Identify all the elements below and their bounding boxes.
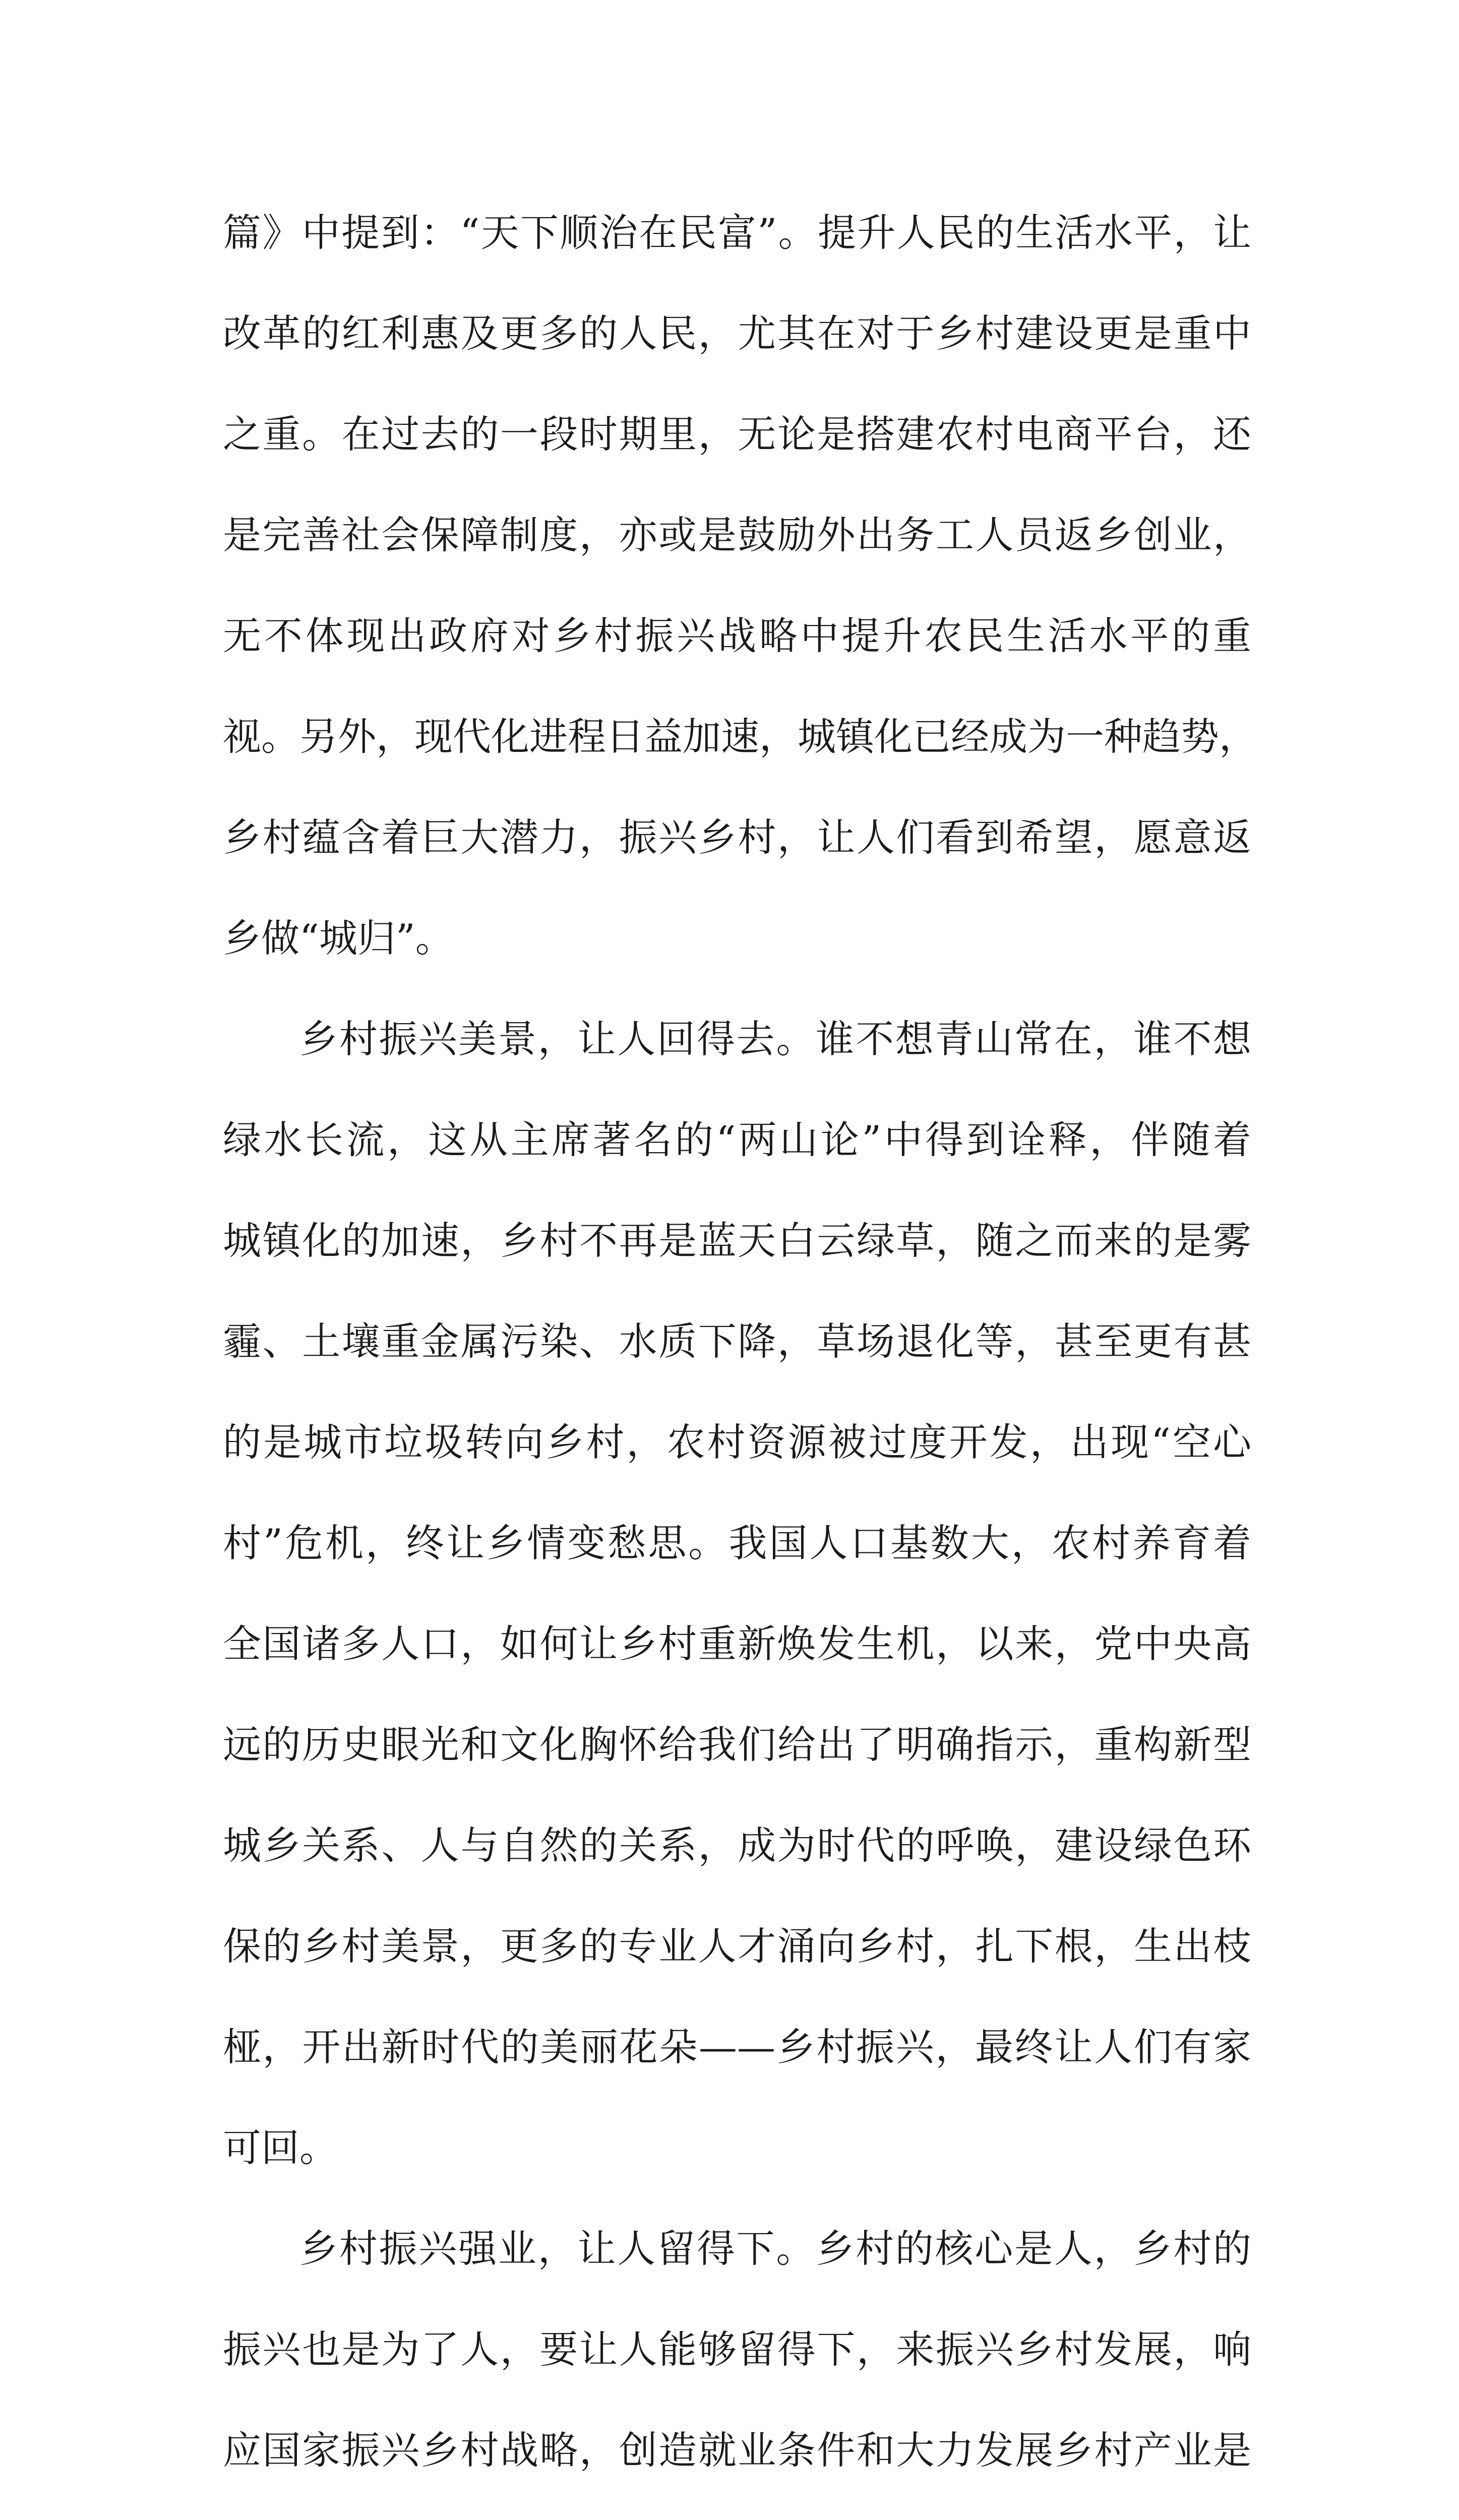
text-line: 全国诸多人口，如何让乡村重新焕发生机，以来，党中央高 (223, 1621, 1251, 1666)
text-line: 绿水长流，这从主席著名的“两山论”中得到诠释，伴随着 (223, 1117, 1251, 1162)
text-line: 霾、土壤重金属污染、水质下降，草场退化等，甚至更有甚 (223, 1319, 1251, 1364)
text-line: 是完善社会保障制度，亦或是鼓励外出务工人员返乡创业， (223, 513, 1251, 557)
text-line: 远的历史眼光和文化胸怀给我们给出了明确指示，重构新型 (223, 1722, 1251, 1767)
text-line: 城乡关系、人与自然的关系，成为时代的呼唤，建设绿色环 (223, 1823, 1251, 1868)
paragraph-first-line: 乡村振兴强业，让人留得下。乡村的核心是人，乡村的 (299, 2226, 1251, 2271)
text-line: 的是城市垃圾转向乡村，农村资源被过度开发，出现“空心 (223, 1420, 1251, 1465)
text-line: 乡做“城归”。 (223, 916, 454, 961)
text-line: 篇》中提到：“天下顺治在民富”。提升人民的生活水平，让 (223, 210, 1251, 255)
text-line: 保的乡村美景，更多的专业人才涌向乡村，扎下根，生出枝 (223, 1924, 1251, 1969)
text-line: 振兴也是为了人，要让人能够留得下，来振兴乡村发展，响 (223, 2327, 1251, 2372)
text-line: 之重。在过去的一段时期里，无论是搭建农村电商平台，还 (223, 412, 1251, 457)
text-line: 村”危机，终让乡情变愁思。我国人口基数大，农村养育着 (223, 1521, 1251, 1565)
text-line: 无不体现出政府对乡村振兴战略中提升农民生活水平的重 (223, 613, 1251, 658)
text-line: 城镇化的加速，乡村不再是蓝天白云绿草，随之而来的是雾 (223, 1218, 1251, 1263)
text-line (223, 2501, 1251, 2520)
text-line: 乡村蕴含着巨大潜力，振兴乡村，让人们看到希望，愿意返 (223, 815, 1251, 860)
text-line: 视。另外，现代化进程日益加速，城镇化已经成为一种趋势， (223, 714, 1257, 759)
text-line: 应国家振兴乡村战略，创造就业条件和大力发展乡村产业是 (223, 2428, 1251, 2473)
text-line: 桠，开出新时代的美丽花朵——乡村振兴，最终让人们有家 (223, 2025, 1251, 2069)
body-text (223, 182, 1257, 2520)
text-line: 可回。 (223, 2125, 338, 2170)
text-line: 改革的红利惠及更多的人民，尤其在对于乡村建设更是重中 (223, 311, 1251, 356)
paragraph-first-line: 乡村振兴美景，让人回得去。谁不想青山常在，谁不想 (299, 1017, 1251, 1061)
